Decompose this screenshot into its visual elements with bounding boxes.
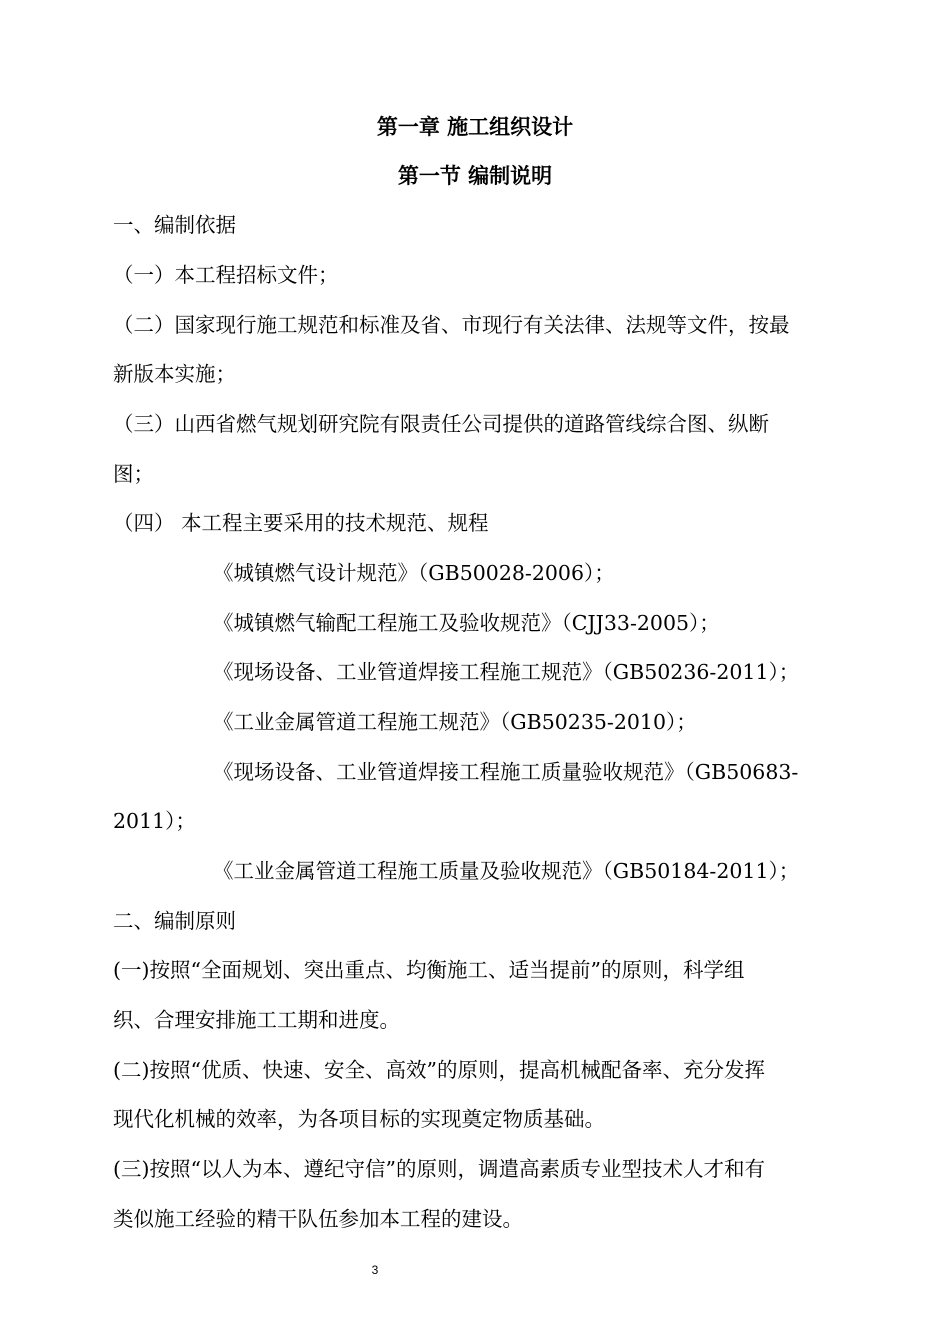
spec-item: 《现场设备、工业管道焊接工程施工质量验收规范》（GB50683- bbox=[213, 760, 799, 784]
basis-item-3-line-2: 图； bbox=[113, 462, 154, 486]
spec-item: 《工业金属管道工程施工质量及验收规范》（GB50184-2011）； bbox=[213, 859, 800, 883]
page-number: 3 bbox=[371, 1263, 379, 1277]
principle-1-line-1: (一)按照“全面规划、突出重点、均衡施工、适当提前”的原则，科学组 bbox=[113, 958, 745, 982]
basis-item-3-line-1: （三）山西省燃气规划研究院有限责任公司提供的道路管线综合图、纵断 bbox=[113, 412, 769, 436]
spec-item-continuation: 2011）； bbox=[113, 809, 196, 833]
basis-item-1: （一）本工程招标文件； bbox=[113, 263, 339, 287]
basis-item-4: （四） 本工程主要采用的技术规范、规程 bbox=[113, 511, 489, 535]
principle-2-line-1: (二)按照“优质、快速、安全、高效”的原则，提高机械配备率、充分发挥 bbox=[113, 1058, 765, 1082]
principles-heading: 二、编制原则 bbox=[113, 909, 236, 933]
basis-item-2-line-1: （二）国家现行施工规范和标准及省、市现行有关法律、法规等文件，按最 bbox=[113, 313, 790, 337]
principle-3-line-2: 类似施工经验的精干队伍参加本工程的建设。 bbox=[113, 1207, 523, 1231]
spec-item: 《工业金属管道工程施工规范》（GB50235-2010）； bbox=[213, 710, 697, 734]
principle-2-line-2: 现代化机械的效率，为各项目标的实现奠定物质基础。 bbox=[113, 1107, 605, 1131]
spec-item: 《城镇燃气输配工程施工及验收规范》（CJJ33-2005）； bbox=[213, 611, 720, 635]
principle-3-line-1: (三)按照“以人为本、遵纪守信”的原则，调遣高素质专业型技术人才和有 bbox=[113, 1157, 765, 1181]
spec-item: 《现场设备、工业管道焊接工程施工规范》（GB50236-2011）； bbox=[213, 660, 800, 684]
spec-item: 《城镇燃气设计规范》（GB50028-2006）； bbox=[213, 561, 615, 585]
principle-1-line-2: 织、合理安排施工工期和进度。 bbox=[113, 1008, 400, 1032]
basis-item-2-line-2: 新版本实施； bbox=[113, 362, 236, 386]
section-title: 第一节 编制说明 bbox=[397, 164, 553, 188]
basis-heading: 一、编制依据 bbox=[113, 213, 236, 237]
chapter-title: 第一章 施工组织设计 bbox=[376, 115, 574, 139]
